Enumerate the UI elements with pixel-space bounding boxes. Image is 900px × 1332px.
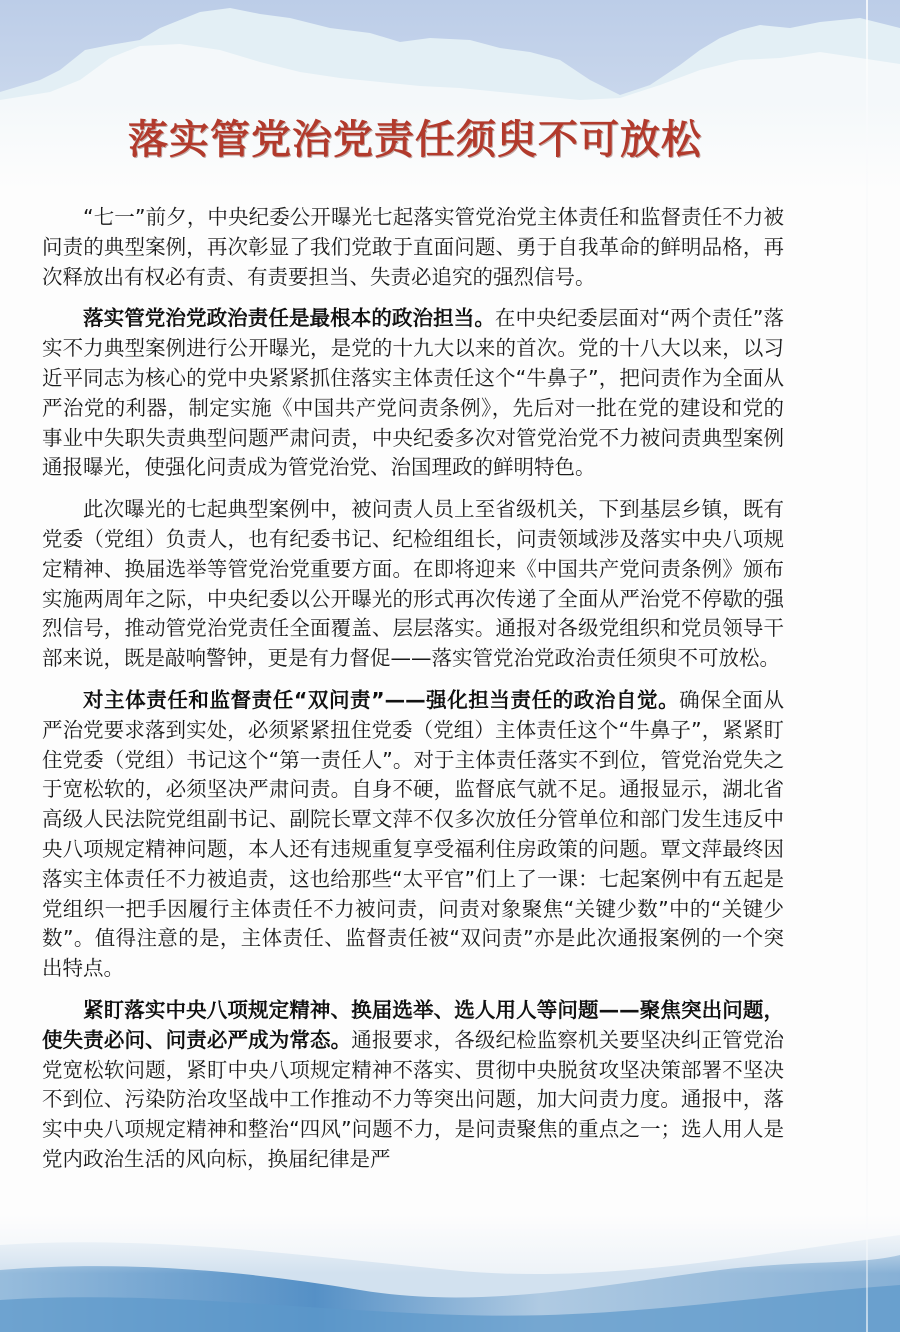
page-fold-line <box>866 0 868 1332</box>
paragraph-2 <box>42 304 784 483</box>
wave-banner-decoration <box>0 1215 900 1332</box>
paragraph-1 <box>42 203 784 292</box>
paragraph-text: 通报要求，各级纪检监察机关要坚决纠正管党治党宽松软问题，紧盯中央八项规定精神不落实、贯彻中央脱贫攻坚决策部署不坚决不到位、污染防治攻坚战中工作推动不力等突出问题，加大问责力度。通报中，落实中央八项规定精神和整治“四风”问题不力，是问责聚焦的重点之一；选人用人是党内政治生活的风向标，换届纪律是严 <box>42 1027 785 1171</box>
paragraph-lead: 对主体责任和监督责任“双问责”——强化担当责任的政治自觉。 <box>83 687 680 712</box>
paragraph-3 <box>42 495 784 674</box>
article-body <box>42 203 784 1187</box>
paragraph-5 <box>42 996 784 1175</box>
article-title: 落实管党治党责任须臾不可放松 <box>128 116 702 163</box>
paragraph-text: 确保全面从严治党要求落到实处，必须紧紧扭住党委（党组）主体责任这个“牛鼻子”，紧紧盯住党委（党组）书记这个“第一责任人”。对于主体责任落实不到位，管党治党失之于宽松软的，必须坚决严肃问责。自身不硬，监督底气就不足。通报显示，湖北省高级人民法院党组副书记、副院长覃文萍不仅多次放任分管单位和部门发生违反中央八项规定精神问题，本人还有违规重复享受福利住房政策的问题。覃文萍最终因落实主体责任不力被追责，这也给那些“太平官”们上了一课：七起案例中有五起是党组织一把手因履行主体责任不力被问责，问责对象聚焦“关键少数”中的“关键少数”。值得注意的是，主体责任、监督责任被“双问责”亦是此次通报案例的一个突出特点。 <box>42 687 785 981</box>
paragraph-lead: 紧盯落实中央八项规定精神、换届选举、选人用人等问题——聚焦突出问题，使失责必问、问责必严成为常态。 <box>42 997 784 1052</box>
paragraph-lead: 落实管党治党政治责任是最根本的政治担当。 <box>83 306 495 331</box>
paragraph-text: 在中央纪委层面对“两个责任”落实不力典型案例进行公开曝光，是党的十九大以来的首次。党的十八大以来，以习近平同志为核心的党中央紧紧抓住落实主体责任这个“牛鼻子”，把问责作为全面从严治党的利器，制定实施《中国共产党问责条例》，先后对一批在党的建设和党的事业中失职失责典型问题严肃问责，中央纪委多次对管党治党不力被问责典型案例通报曝光，使强化问责成为管党治党、治国理政的鲜明特色。 <box>42 306 785 480</box>
paragraph-text: “七一”前夕，中央纪委公开曝光七起落实管党治党主体责任和监督责任不力被问责的典型案例，再次彰显了我们党敢于直面问题、勇于自我革命的鲜明品格，再次释放出有权必有责、有责要担当、失责必追究的强烈信号。 <box>42 205 784 289</box>
paragraph-text: 此次曝光的七起典型案例中，被问责人员上至省级机关，下到基层乡镇，既有党委（党组）负责人，也有纪委书记、纪检组组长，问责领域涉及落实中央八项规定精神、换届选举等管党治党重要方面。在即将迎来《中国共产党问责条例》颁布实施两周年之际，中央纪委以公开曝光的形式再次传递了全面从严治党不停歇的强烈信号，推动管党治党责任全面覆盖、层层落实。通报对各级党组织和党员领导干部来说，既是敲响警钟，更是有力督促——落实管党治党政治责任须臾不可放松。 <box>42 497 784 671</box>
paragraph-4 <box>42 686 784 984</box>
